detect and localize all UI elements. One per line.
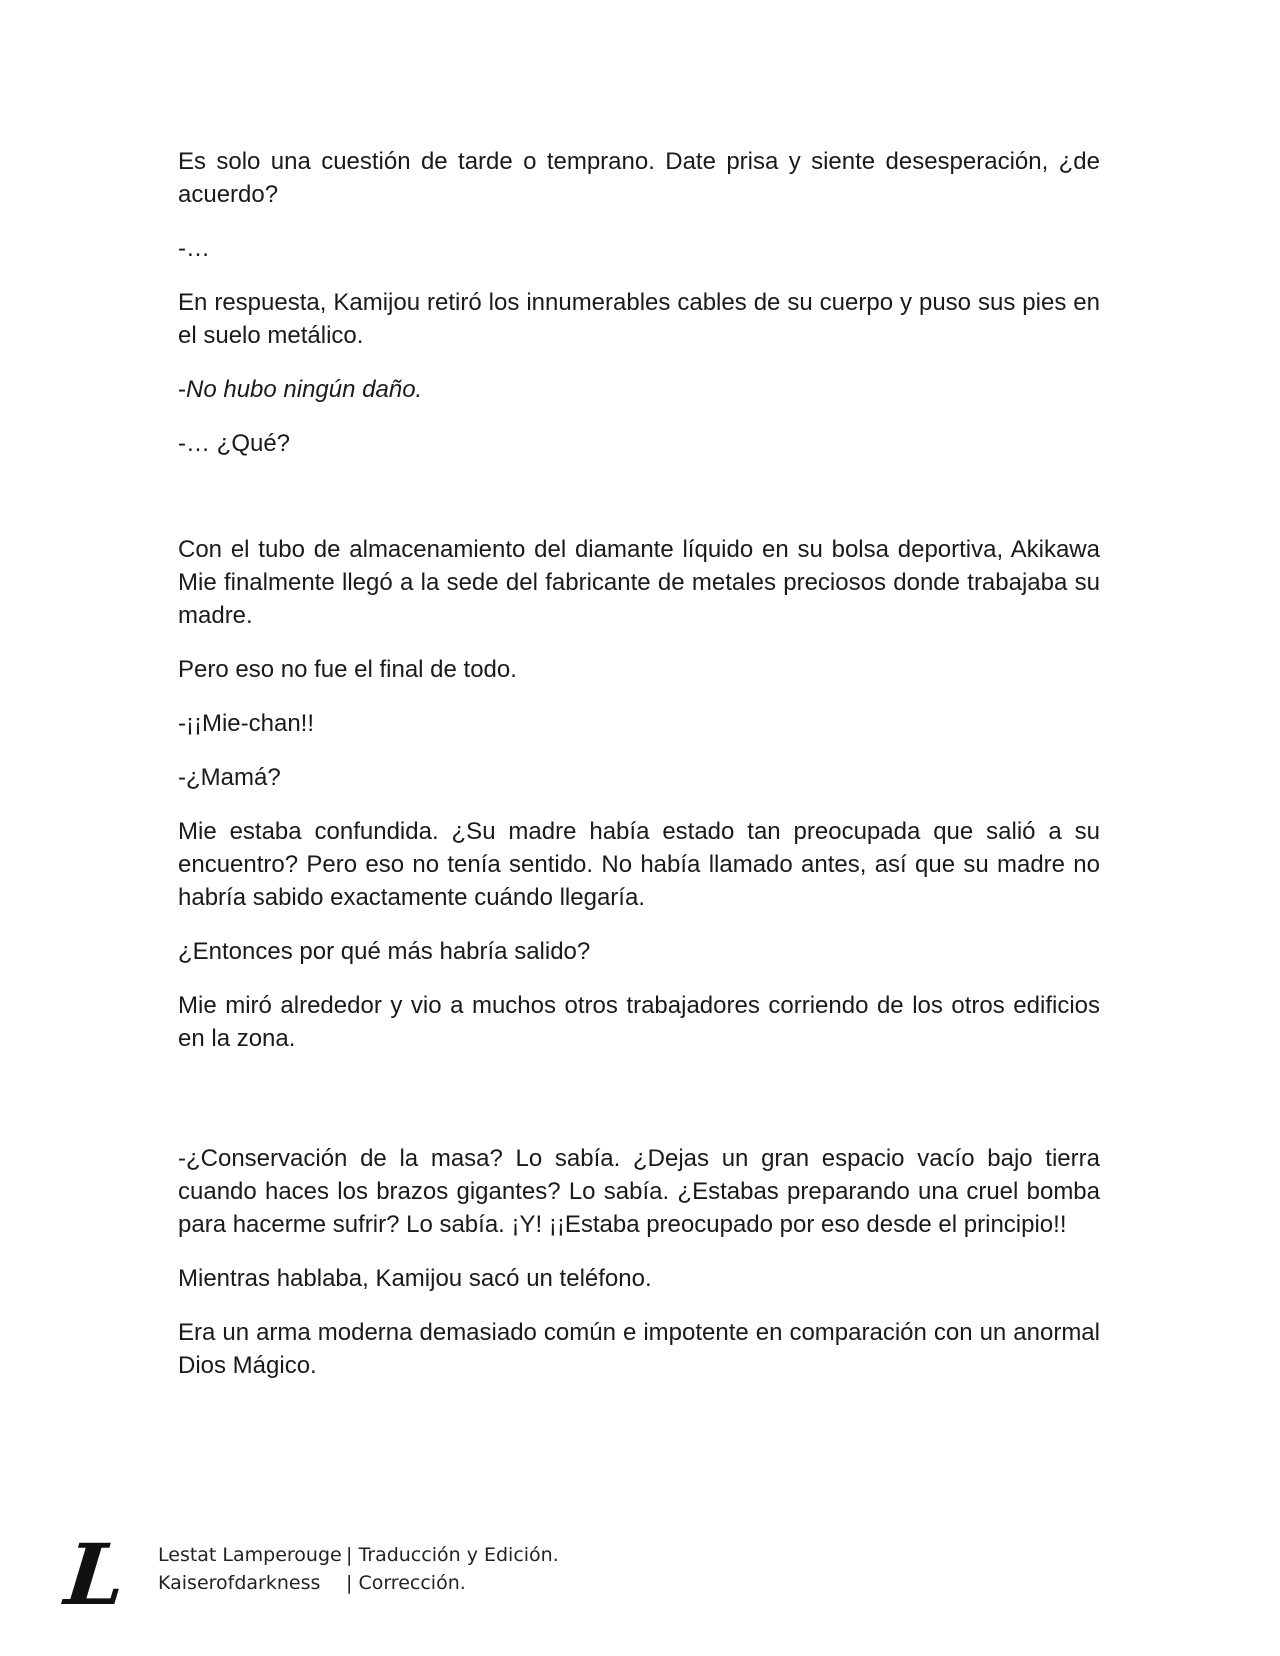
paragraph: Pero eso no fue el final de todo. [178, 656, 517, 683]
italic-dialogue: No hubo ningún daño. [186, 376, 423, 403]
paragraph: -… [178, 235, 210, 262]
paragraph: Era un arma moderna demasiado común e impotente en comparación con un anormal Dios Mágico. [178, 1319, 1100, 1379]
credit-name: Lestat Lamperouge [158, 1544, 342, 1566]
paragraph: -¿Mamá? [178, 764, 281, 791]
credit-row [158, 1569, 559, 1597]
paragraph: Con el tubo de almacenamiento del diamante líquido en su bolsa deportiva, Akikawa Mie finalmente llegó a la sede del fabricante de metales preciosos donde trabajaba su madre. [178, 536, 1100, 629]
document-body [178, 145, 1100, 1403]
dialogue-dash: - [178, 376, 186, 403]
paragraph: -¡¡Mie-chan!! [178, 710, 315, 737]
paragraph: Mie miró alrededor y vio a muchos otros trabajadores corriendo de los otros edificios en la zona. [178, 992, 1100, 1052]
paragraph: -… ¿Qué? [178, 430, 291, 457]
credits [158, 1541, 559, 1597]
paragraph: Mientras hablaba, Kamijou sacó un teléfono. [178, 1265, 652, 1292]
scene-break [178, 1076, 1100, 1142]
page-footer [60, 1525, 766, 1625]
paragraph: ¿Entonces por qué más habría salido? [178, 938, 591, 965]
paragraph: -¿Conservación de la masa? Lo sabía. ¿Dejas un gran espacio vacío bajo tierra cuando haces los brazos gigantes? Lo sabía. ¿Estabas preparando una cruel bomba para hacerme sufrir? Lo sabía. ¡Y! ¡¡Estaba preocupado por eso desde el principio!! [178, 1145, 1100, 1238]
paragraph: En respuesta, Kamijou retiró los innumerables cables de su cuerpo y puso sus pies en el suelo metálico. [178, 289, 1100, 349]
credit-role: | Traducción y Edición. [346, 1544, 559, 1566]
credit-row [158, 1541, 559, 1569]
credit-role: | Corrección. [346, 1572, 466, 1594]
paragraph [178, 373, 1100, 406]
l-logo-icon: L [60, 1525, 131, 1624]
paragraph: Mie estaba confundida. ¿Su madre había estado tan preocupada que salió a su encuentro? Pero eso no tenía sentido. No había llamado antes, así que su madre no habría sabido exactamente cuándo llegaría. [178, 818, 1100, 911]
credit-name: Kaiserofdarkness [158, 1572, 321, 1594]
paragraph: Es solo una cuestión de tarde o temprano. Date prisa y siente desesperación, ¿de acuerdo? [178, 148, 1100, 208]
scene-break [178, 481, 1100, 533]
